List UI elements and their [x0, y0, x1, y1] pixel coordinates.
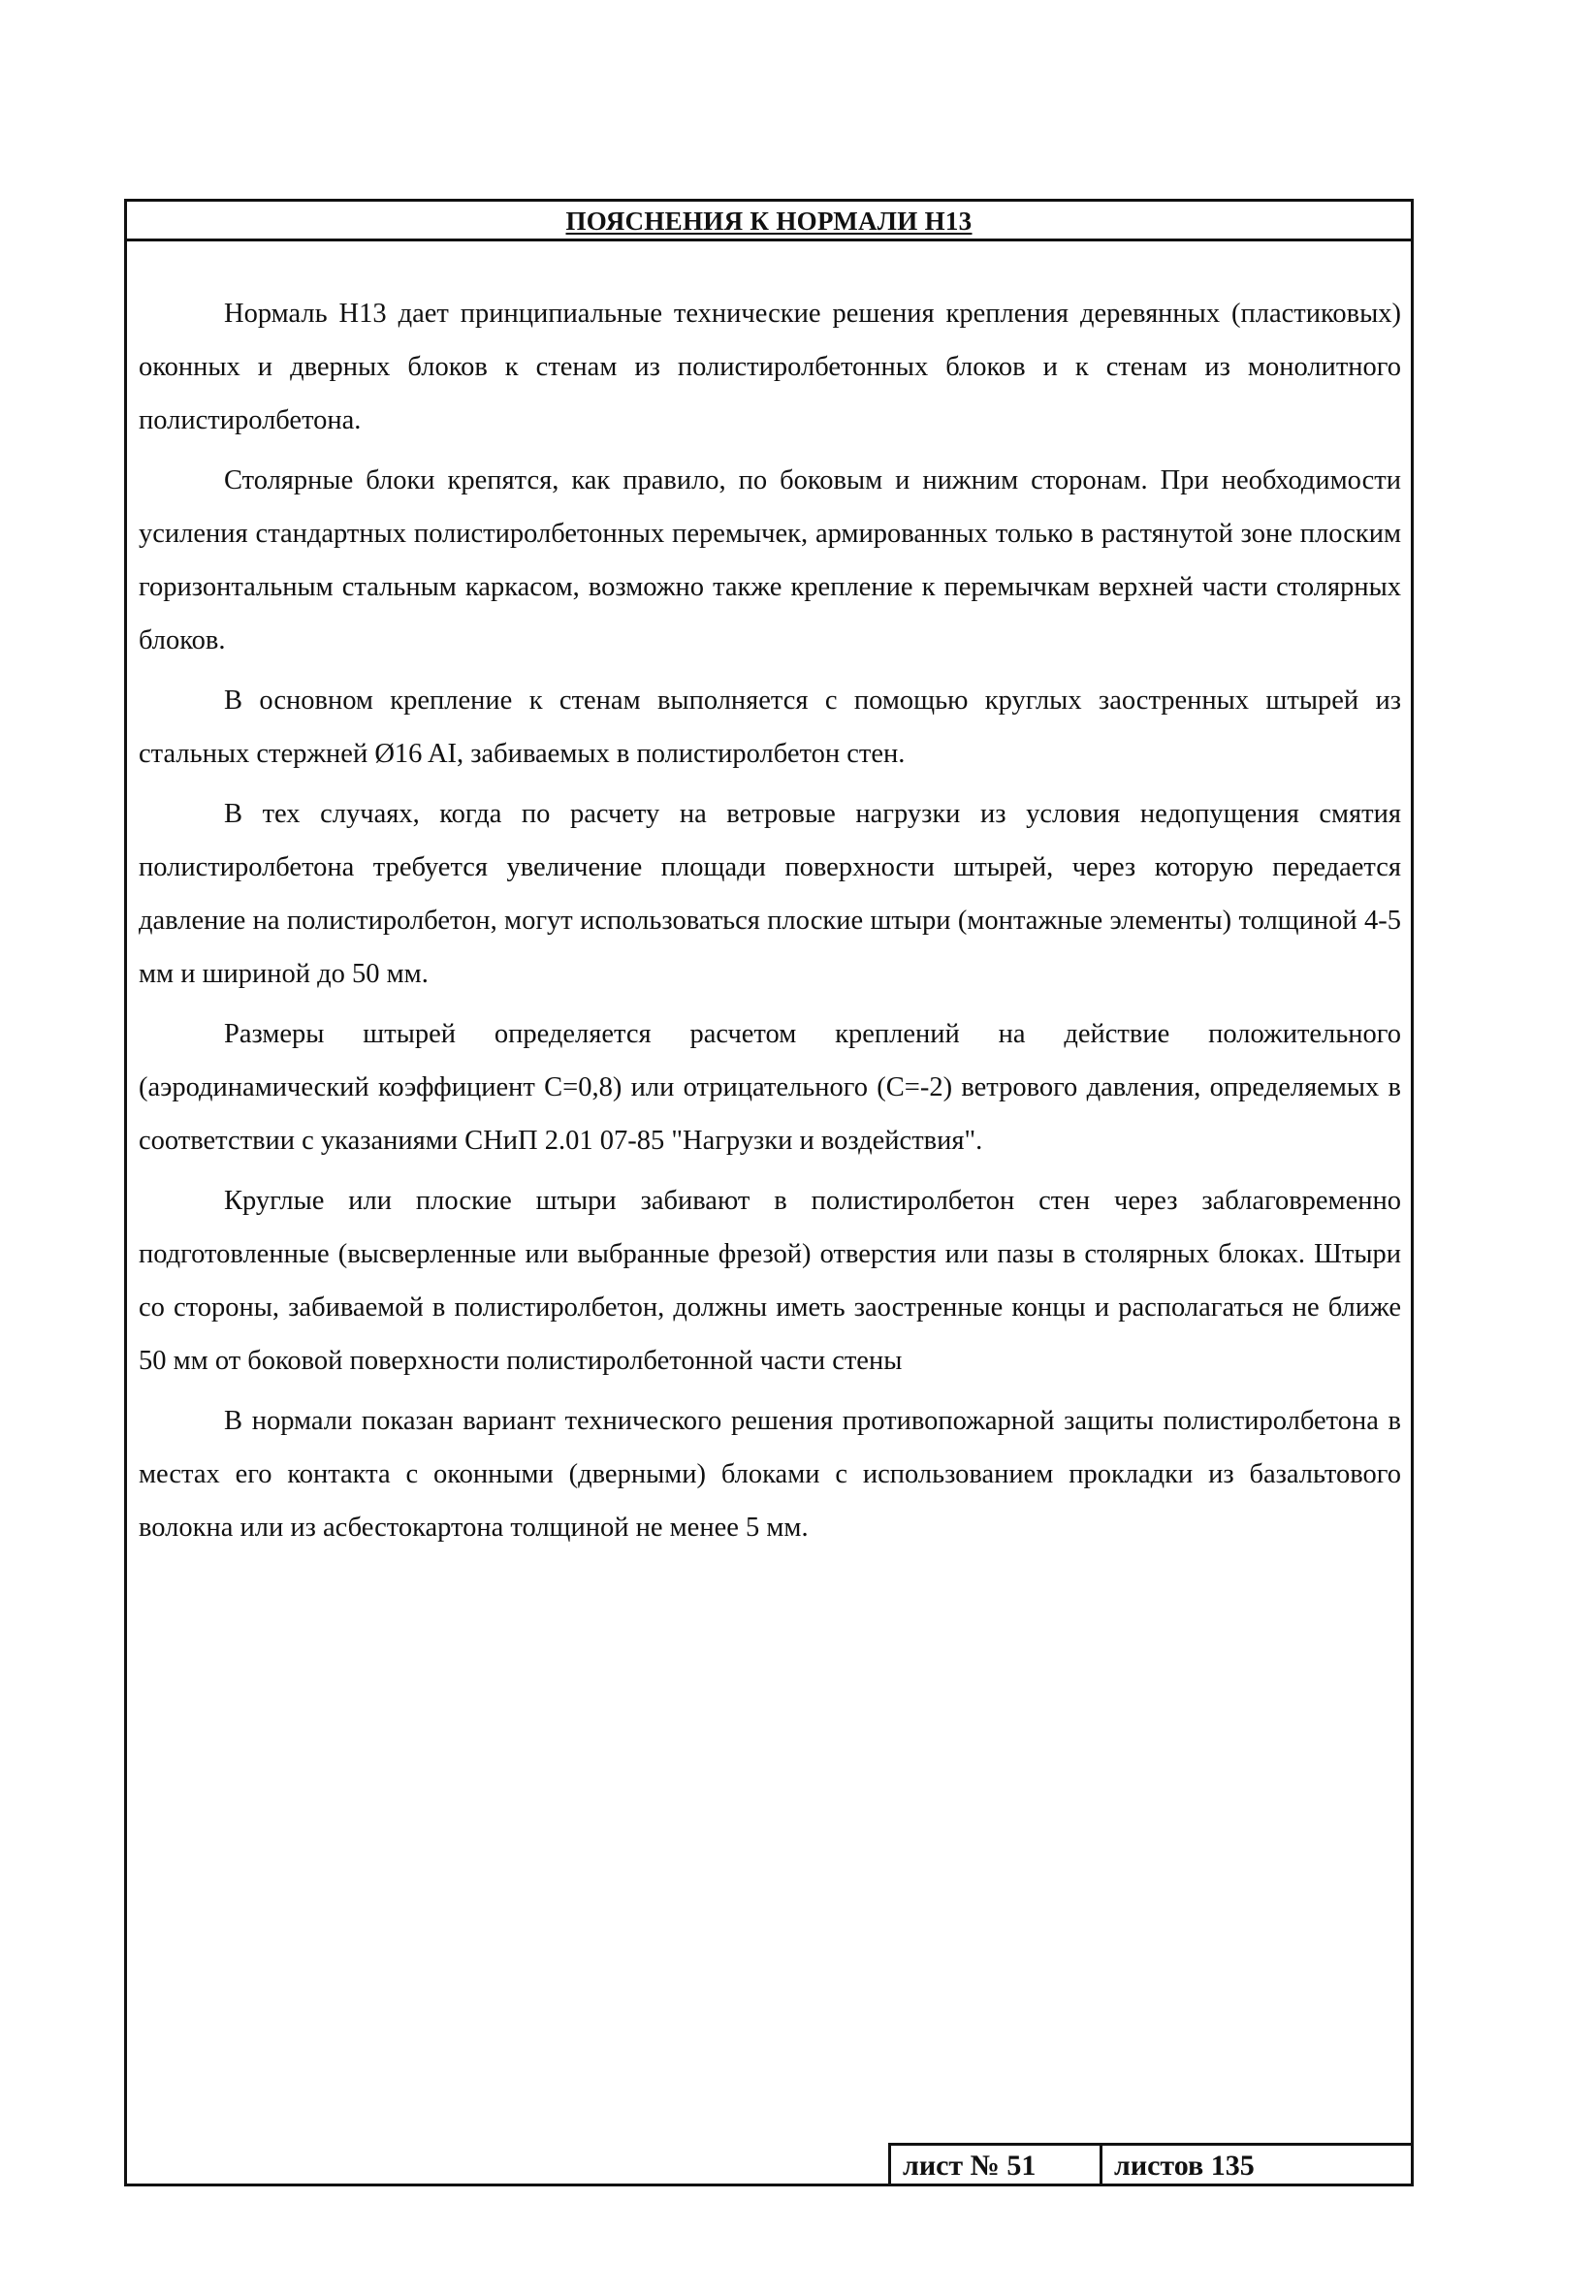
paragraph-1: Нормаль Н13 дает принципиальные технические решения крепления деревянных (пластиковых) оконных и дверных блоков к стенам из полистиролбетонных блоков и к стенам из монолитного полистиролбетона.	[139, 299, 1401, 435]
body-text	[139, 287, 1401, 1561]
paragraph-3: В основном крепление к стенам выполняется с помощью круглых заостренных штырей из стальных стержней Ø16 AI, забиваемых в полистиролбетон стен.	[139, 686, 1401, 769]
paragraph-4: В тех случаях, когда по расчету на ветровые нагрузки из условия недопущения смятия полистиролбетона требуется увеличение площади поверхности штырей, через которую передается давление на полистиролбетон, могут использоваться плоские штыри (монтажные элементы) толщиной 4-5 мм и шириной до 50 мм.	[139, 799, 1401, 989]
paragraph-5: Размеры штырей определяется расчетом креплений на действие положительного (аэродинамический коэффициент С=0,8) или отрицательного (С=-2) ветрового давления, определяемых в соответствии с указаниями СНиП 2.01 07-85 "Нагрузки и воздействия".	[139, 1019, 1401, 1156]
page-title: ПОЯСНЕНИЯ К НОРМАЛИ Н13	[565, 207, 973, 236]
total-sheets: листов 135	[1114, 2150, 1255, 2182]
paragraph-7: В нормали показан вариант технического решения противопожарной защиты полистиролбетона в местах его контакта с оконными (дверными) блоками с использованием прокладки из базальтового волокна или из асбестокартона толщиной не менее 5 мм.	[139, 1406, 1401, 1543]
sheet-number: лист № 51	[891, 2146, 1102, 2184]
title-bar	[127, 202, 1411, 241]
document-frame	[124, 199, 1414, 2186]
title-block-stamp	[888, 2143, 1414, 2186]
paragraph-6: Круглые или плоские штыри забивают в полистиролбетон стен через заблаговременно подготовленные (высверленные или выбранные фрезой) отверстия или пазы в столярных блоках. Штыри со стороны, забиваемой в полистиролбетон, должны иметь заостренные концы и располагаться не ближе 50 мм от боковой поверхности полистиролбетонной части стены	[139, 1186, 1401, 1376]
paragraph-2: Столярные блоки крепятся, как правило, по боковым и нижним сторонам. При необходимости усиления стандартных полистиролбетонных перемычек, армированных только в растянутой зоне плоским горизонтальным стальным каркасом, возможно также крепление к перемычкам верхней части столярных блоков.	[139, 465, 1401, 655]
